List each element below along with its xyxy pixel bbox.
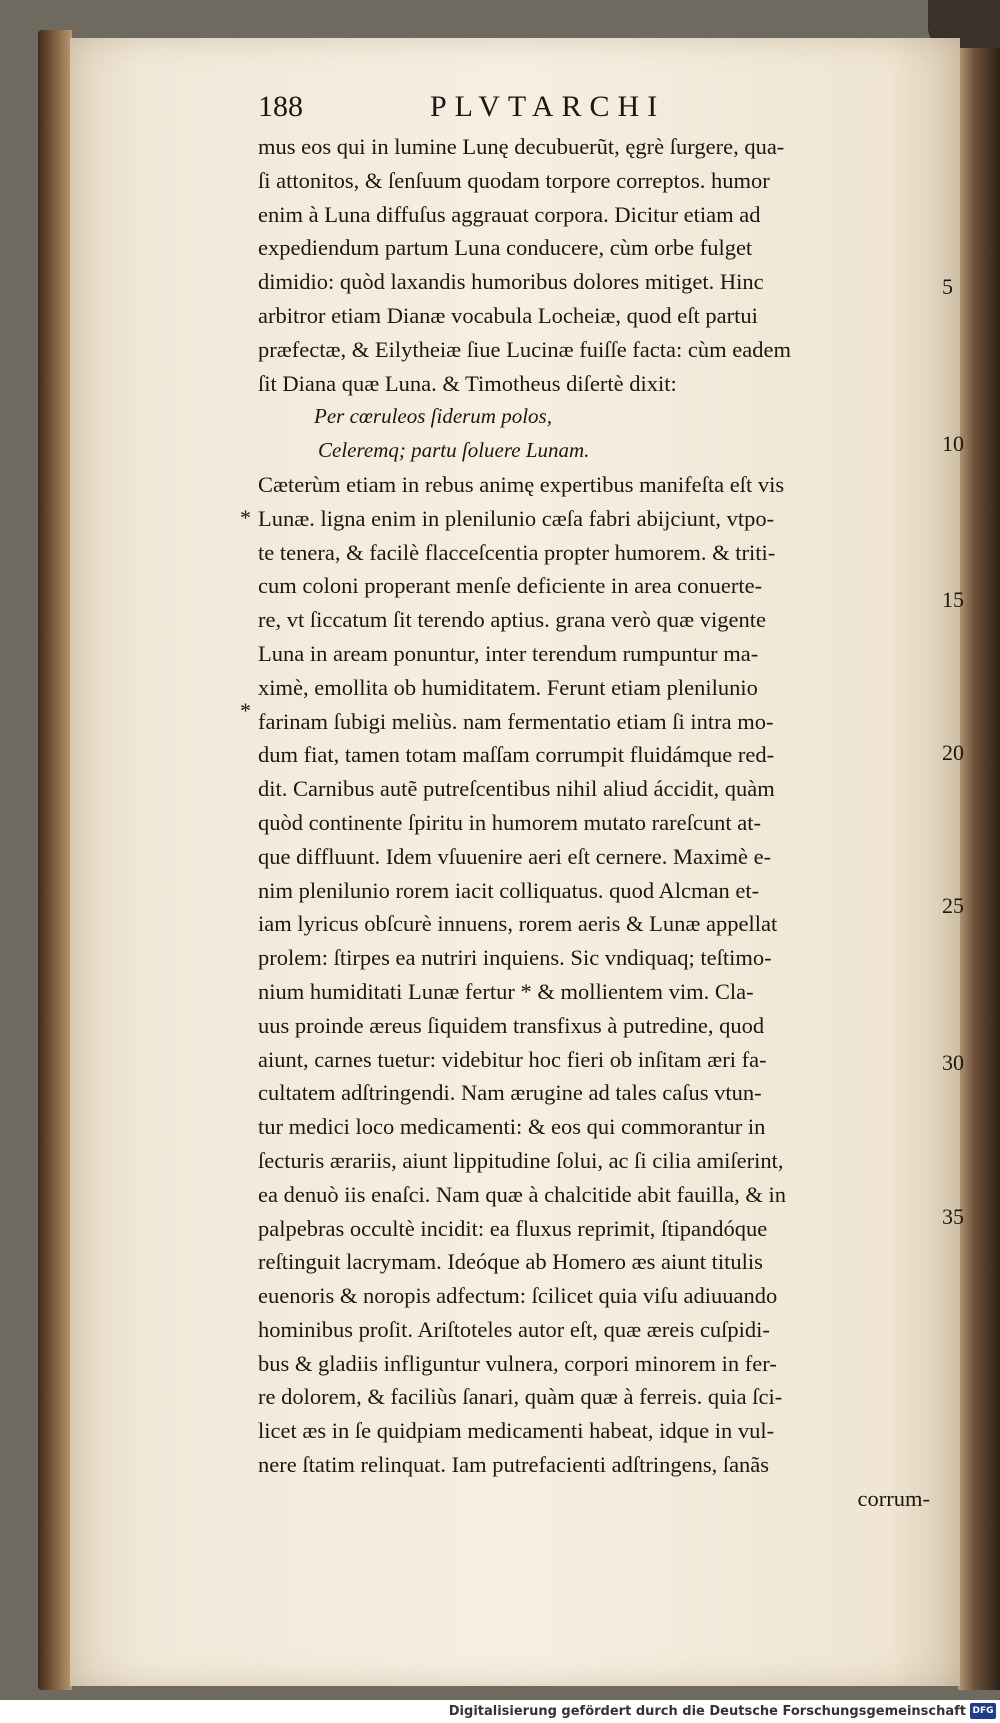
text-line: euenoris & noropis adfectum: ſcilicet quia viſu adiuuando	[258, 1283, 778, 1309]
text-line: Luna in aream ponuntur, inter terendum rumpuntur ma-	[258, 640, 759, 666]
margin-asterisk: *	[240, 505, 251, 530]
text-line: Cæterùm etiam in rebus animę expertibus manifeſta eſt vis	[258, 471, 785, 497]
funding-credit: Digitalisierung gefördert durch die Deutsche Forschungsgemeinschaft	[448, 1704, 966, 1719]
line-number: 10	[942, 431, 964, 456]
dfg-logo: DFG	[970, 1703, 996, 1719]
text-line: ea denuò iis enaſci. Nam quæ à chalcitide abit fauilla, & in	[258, 1181, 786, 1207]
digitization-footer	[0, 1700, 1000, 1723]
text-line: bus & gladiis infliguntur vulnera, corpori minorem in fer-	[258, 1350, 777, 1376]
text-line: mus eos qui in lumine Lunę decubuerũt, ęgrè ſurgere, qua-	[258, 134, 785, 159]
running-title: PLVTARCHI	[430, 90, 666, 123]
text-line: re dolorem, & faciliùs ſanari, quàm quæ à ferreis. quia ſci-	[258, 1384, 783, 1410]
book-fore-edge	[958, 20, 1000, 1690]
text-line: ſi attonitos, & ſenſuum quodam torpore correptos. humor	[258, 167, 770, 193]
text-line: nium humiditati Lunæ fertur * & mollientem vim. Cla-	[258, 978, 754, 1004]
text-line: cultatem adſtringendi. Nam ærugine ad tales caſus vtun-	[258, 1080, 762, 1106]
catchword: corrum-	[857, 1485, 930, 1511]
text-line: ximè, emollita ob humiditatem. Ferunt etiam plenilunio	[258, 674, 758, 700]
text-line: palpebras occultè incidit: ea fluxus reprimit, ſtipandóque	[258, 1215, 768, 1241]
text-line: dimidio: quòd laxandis humoribus dolores mitiget. Hinc	[258, 269, 764, 295]
body-text	[258, 130, 938, 1516]
text-line: tur medici loco medicamenti: & eos qui commorantur in	[258, 1114, 766, 1140]
text-line: ſit Diana quæ Luna. & Timotheus diſertè dixit:	[258, 370, 677, 396]
text-line: nere ſtatim relinquat. Iam putrefacienti adſtringens, ſanãs	[258, 1452, 770, 1478]
line-number: 5	[942, 274, 953, 299]
text-line: dum fiat, tamen totam maſſam corrumpit fluidámque red-	[258, 742, 775, 768]
text-line: præfectæ, & Eilytheiæ ſiue Lucinæ fuiſſe facta: cùm eadem	[258, 336, 791, 362]
text-line: re, vt ſiccatum ſit terendo aptius. grana verò quæ vigente	[258, 607, 766, 633]
text-line: uus proinde æreus ſiquidem transfixus à putredine, quod	[258, 1012, 765, 1038]
text-line: enim à Luna diffuſus aggrauat corpora. Dicitur etiam ad	[258, 201, 761, 227]
text-line: cum coloni properant menſe deficiente in area conuerte-	[258, 573, 763, 599]
text-line: iam lyricus obſcurè innuens, rorem aeris & Lunæ appellat	[258, 911, 778, 937]
page-number: 188	[258, 90, 303, 123]
text-line: quòd continente ſpiritu in humorem mutato rareſcunt at-	[258, 809, 761, 835]
book-binding-edge	[38, 30, 72, 1690]
verse-line: Celeremq; partu ſoluere Lunam.	[318, 438, 590, 463]
running-head	[258, 90, 918, 130]
line-number: 30	[942, 1050, 964, 1075]
line-number: 35	[942, 1204, 964, 1229]
margin-asterisk: *	[240, 698, 251, 723]
text-line: farinam ſubigi meliùs. nam fermentatio etiam ſi intra mo-	[258, 708, 774, 734]
text-line: arbitror etiam Dianæ vocabula Locheiæ, quod eſt partui	[258, 302, 758, 328]
line-number: 25	[942, 893, 964, 918]
text-line: ſecturis ærariis, aiunt lippitudine ſolui, ac ſi cilia amiſerint,	[258, 1147, 784, 1173]
text-line: te tenera, & facilè flacceſcentia propter humorem. & triti-	[258, 539, 776, 565]
text-line: licet æs in ſe quidpiam medicamenti habeat, idque in vul-	[258, 1418, 775, 1444]
text-line: aiunt, carnes tuetur: videbitur hoc fieri ob inſitam æri fa-	[258, 1046, 767, 1072]
text-line: nim plenilunio rorem iacit colliquatus. quod Alcman et-	[258, 877, 760, 903]
verse-line: Per cœruleos ſiderum polos,	[314, 404, 552, 429]
text-line: dit. Carnibus autẽ putreſcentibus nihil aliud áccidit, quàm	[258, 776, 775, 802]
text-line: prolem: ſtirpes ea nutriri inquiens. Sic vndiquaq; teſtimo-	[258, 945, 772, 971]
line-number: 20	[942, 740, 964, 765]
text-line: reſtinguit lacrymam. Ideóque ab Homero æs aiunt titulis	[258, 1249, 763, 1275]
text-line: Lunæ. ligna enim in plenilunio cæſa fabri abijciunt, vtpo-	[258, 505, 775, 531]
text-line: expediendum partum Luna conducere, cùm orbe fulget	[258, 235, 753, 261]
text-line: hominibus proſit. Ariſtoteles autor eſt, quæ æreis cuſpidi-	[258, 1316, 770, 1342]
line-number: 15	[942, 587, 964, 612]
text-line: que diffluunt. Idem vſuuenire aeri eſt cernere. Maximè e-	[258, 843, 772, 869]
